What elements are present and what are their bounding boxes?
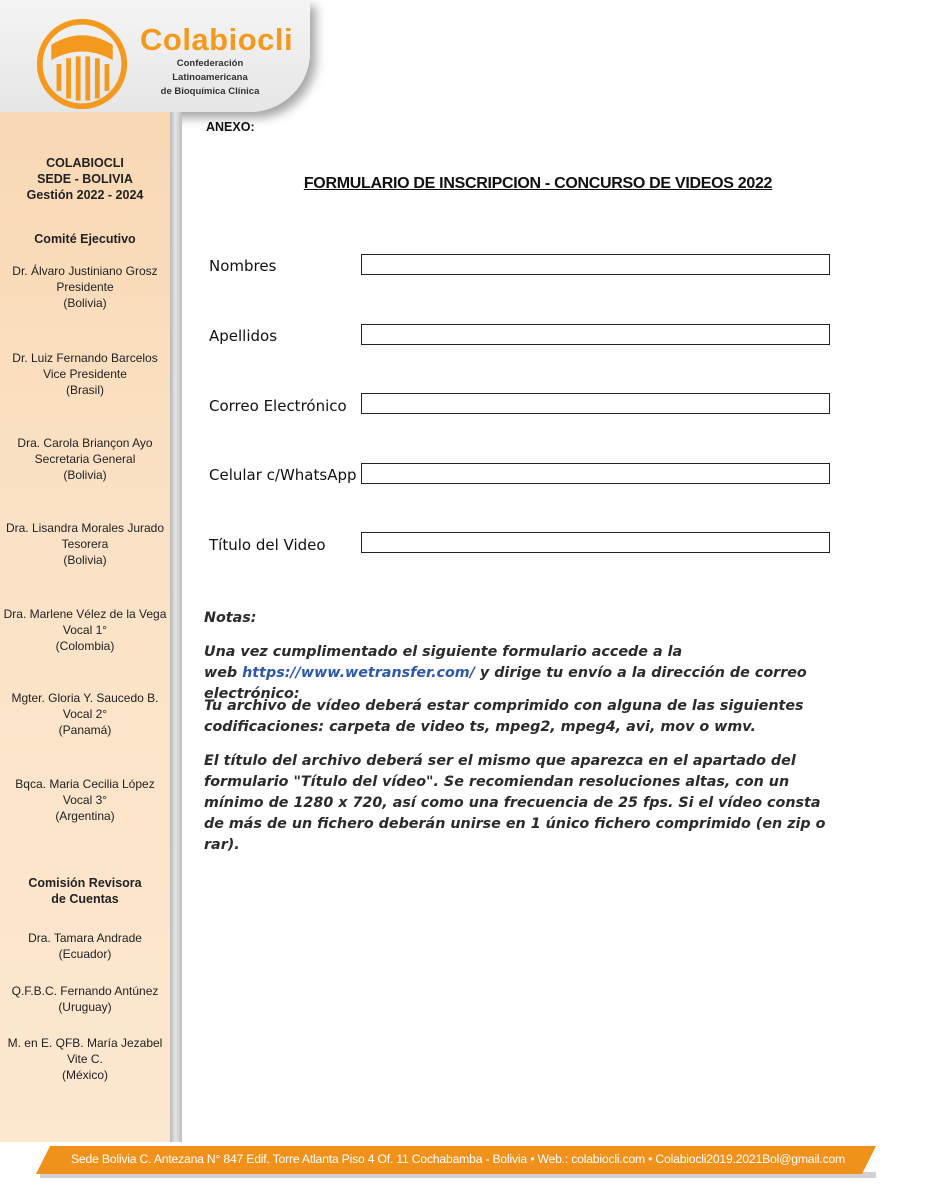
label-celular: Celular c/WhatsApp: [209, 466, 357, 484]
sidebar-divider: [170, 112, 182, 1142]
label-titulo: Título del Video: [209, 536, 326, 554]
member-country: (Bolivia): [63, 553, 107, 567]
org-seat: SEDE - BOLIVIA: [37, 172, 133, 186]
member-country: (Bolivia): [63, 296, 107, 310]
member-country: (Bolivia): [63, 468, 107, 482]
note-text: web: [204, 665, 243, 681]
footer-address: Sede Bolivia C. Antezana N° 847 Edif. Torre Atlanta Piso 4 Of. 11 Cochabamba - Bolivia • Web.: colabiocli.com • Colabiocli2019.2021Bol@gmail.com: [70, 1152, 845, 1166]
member-name: Mgter. Gloria Y. Saucedo B.: [11, 691, 159, 705]
note-file-title: [204, 751, 844, 856]
note-text: Tu archivo de vídeo deberá estar comprimido con alguna de las siguientes codificaciones: carpeta de video ts, mpeg2, mpeg4, avi, mov o wmv.: [204, 698, 804, 735]
member-secretary: [0, 435, 170, 483]
member-vocal-3: [0, 776, 170, 824]
member-country: (Argentina): [55, 809, 115, 823]
member-treasurer: [0, 520, 170, 568]
reviewer-country: (México): [61, 1068, 108, 1082]
member-vocal-1: [0, 606, 170, 654]
video-title-input[interactable]: [361, 532, 830, 553]
note-text: y dirige tu envío a la dirección de correo electrónico:: [204, 665, 807, 702]
member-name: Dra. Marlene Vélez de la Vega: [3, 607, 167, 621]
note-text: El título del archivo deberá ser el mismo que aparezca en el apartado del formulario "Título del vídeo". Se recomiendan resoluciones altas, con un mínimo de 1280 x 720, así como una frecuencia de 25 fps. Si el vídeo consta de más de un fichero deberán unirse en 1 único fichero comprimido (en zip o rar).: [204, 753, 826, 853]
logo-name: Colabiocli: [140, 22, 294, 57]
member-name: Dra. Lisandra Morales Jurado: [5, 521, 165, 535]
whatsapp-input[interactable]: [361, 463, 830, 484]
member-role: Secretaria General: [34, 452, 136, 466]
reviewer-3: [0, 1035, 170, 1083]
member-role: Vocal 1°: [62, 623, 108, 637]
member-role: Presidente: [56, 280, 114, 294]
member-role: Vocal 2°: [62, 707, 108, 721]
member-name: Bqca. Maria Cecilia López: [15, 777, 155, 791]
member-country: (Panamá): [58, 723, 112, 737]
member-vice-president: [0, 350, 170, 398]
label-nombres: Nombres: [209, 257, 277, 275]
nombres-input[interactable]: [361, 254, 830, 275]
member-name: Dr. Luiz Fernando Barcelos: [12, 351, 158, 365]
reviewer-1: [0, 930, 170, 962]
reviewer-name-cont: Vite C.: [67, 1052, 103, 1066]
apellidos-input[interactable]: [361, 324, 830, 345]
form-title: FORMULARIO DE INSCRIPCION - CONCURSO DE VIDEOS 2022: [303, 175, 773, 192]
review-heading: [0, 875, 170, 907]
reviewer-name: Q.F.B.C. Fernando Antúnez: [11, 984, 159, 998]
wetransfer-link[interactable]: https://www.wetransfer.com/: [242, 665, 475, 681]
label-apellidos: Apellidos: [209, 327, 278, 345]
reviewer-name: Dra. Tamara Andrade: [28, 931, 142, 945]
org-name: COLABIOCLI: [46, 156, 124, 170]
reviewer-country: (Ecuador): [58, 947, 112, 961]
member-country: (Colombia): [55, 639, 115, 653]
note-codecs: [204, 696, 844, 738]
member-country: (Brasil): [66, 383, 104, 397]
sidebar-org: [0, 155, 170, 203]
reviewer-2: [0, 983, 170, 1015]
logo-sub-line1: Confederación Latinoamericana: [172, 58, 248, 83]
annex-label: ANEXO:: [206, 120, 255, 134]
member-president: [0, 263, 170, 311]
reviewer-name: M. en E. QFB. María Jezabel: [7, 1036, 163, 1050]
member-name: Dr. Álvaro Justiniano Grosz: [12, 264, 158, 278]
member-role: Tesorera: [61, 537, 109, 551]
label-correo: Correo Electrónico: [209, 397, 347, 415]
org-term: Gestión 2022 - 2024: [26, 188, 144, 202]
logo-subtitle: [140, 57, 280, 99]
notes-heading: Notas:: [204, 610, 257, 626]
colabiocli-logo-icon: [34, 16, 130, 112]
member-name: Dra. Carola Briançon Ayo: [17, 436, 153, 450]
member-role: Vice Presidente: [43, 367, 127, 381]
member-vocal-2: [0, 690, 170, 738]
review-heading-line2: de Cuentas: [51, 892, 119, 906]
logo-sub-line2: de Bioquímica Clínica: [160, 86, 260, 97]
note-line: Una vez cumplimentado el siguiente formulario accede a la: [204, 644, 683, 660]
exec-heading: Comité Ejecutivo: [34, 232, 136, 246]
member-role: Vocal 3°: [62, 793, 108, 807]
review-heading-line1: Comisión Revisora: [28, 876, 142, 890]
reviewer-country: (Uruguay): [58, 1000, 112, 1014]
email-input[interactable]: [361, 393, 830, 414]
